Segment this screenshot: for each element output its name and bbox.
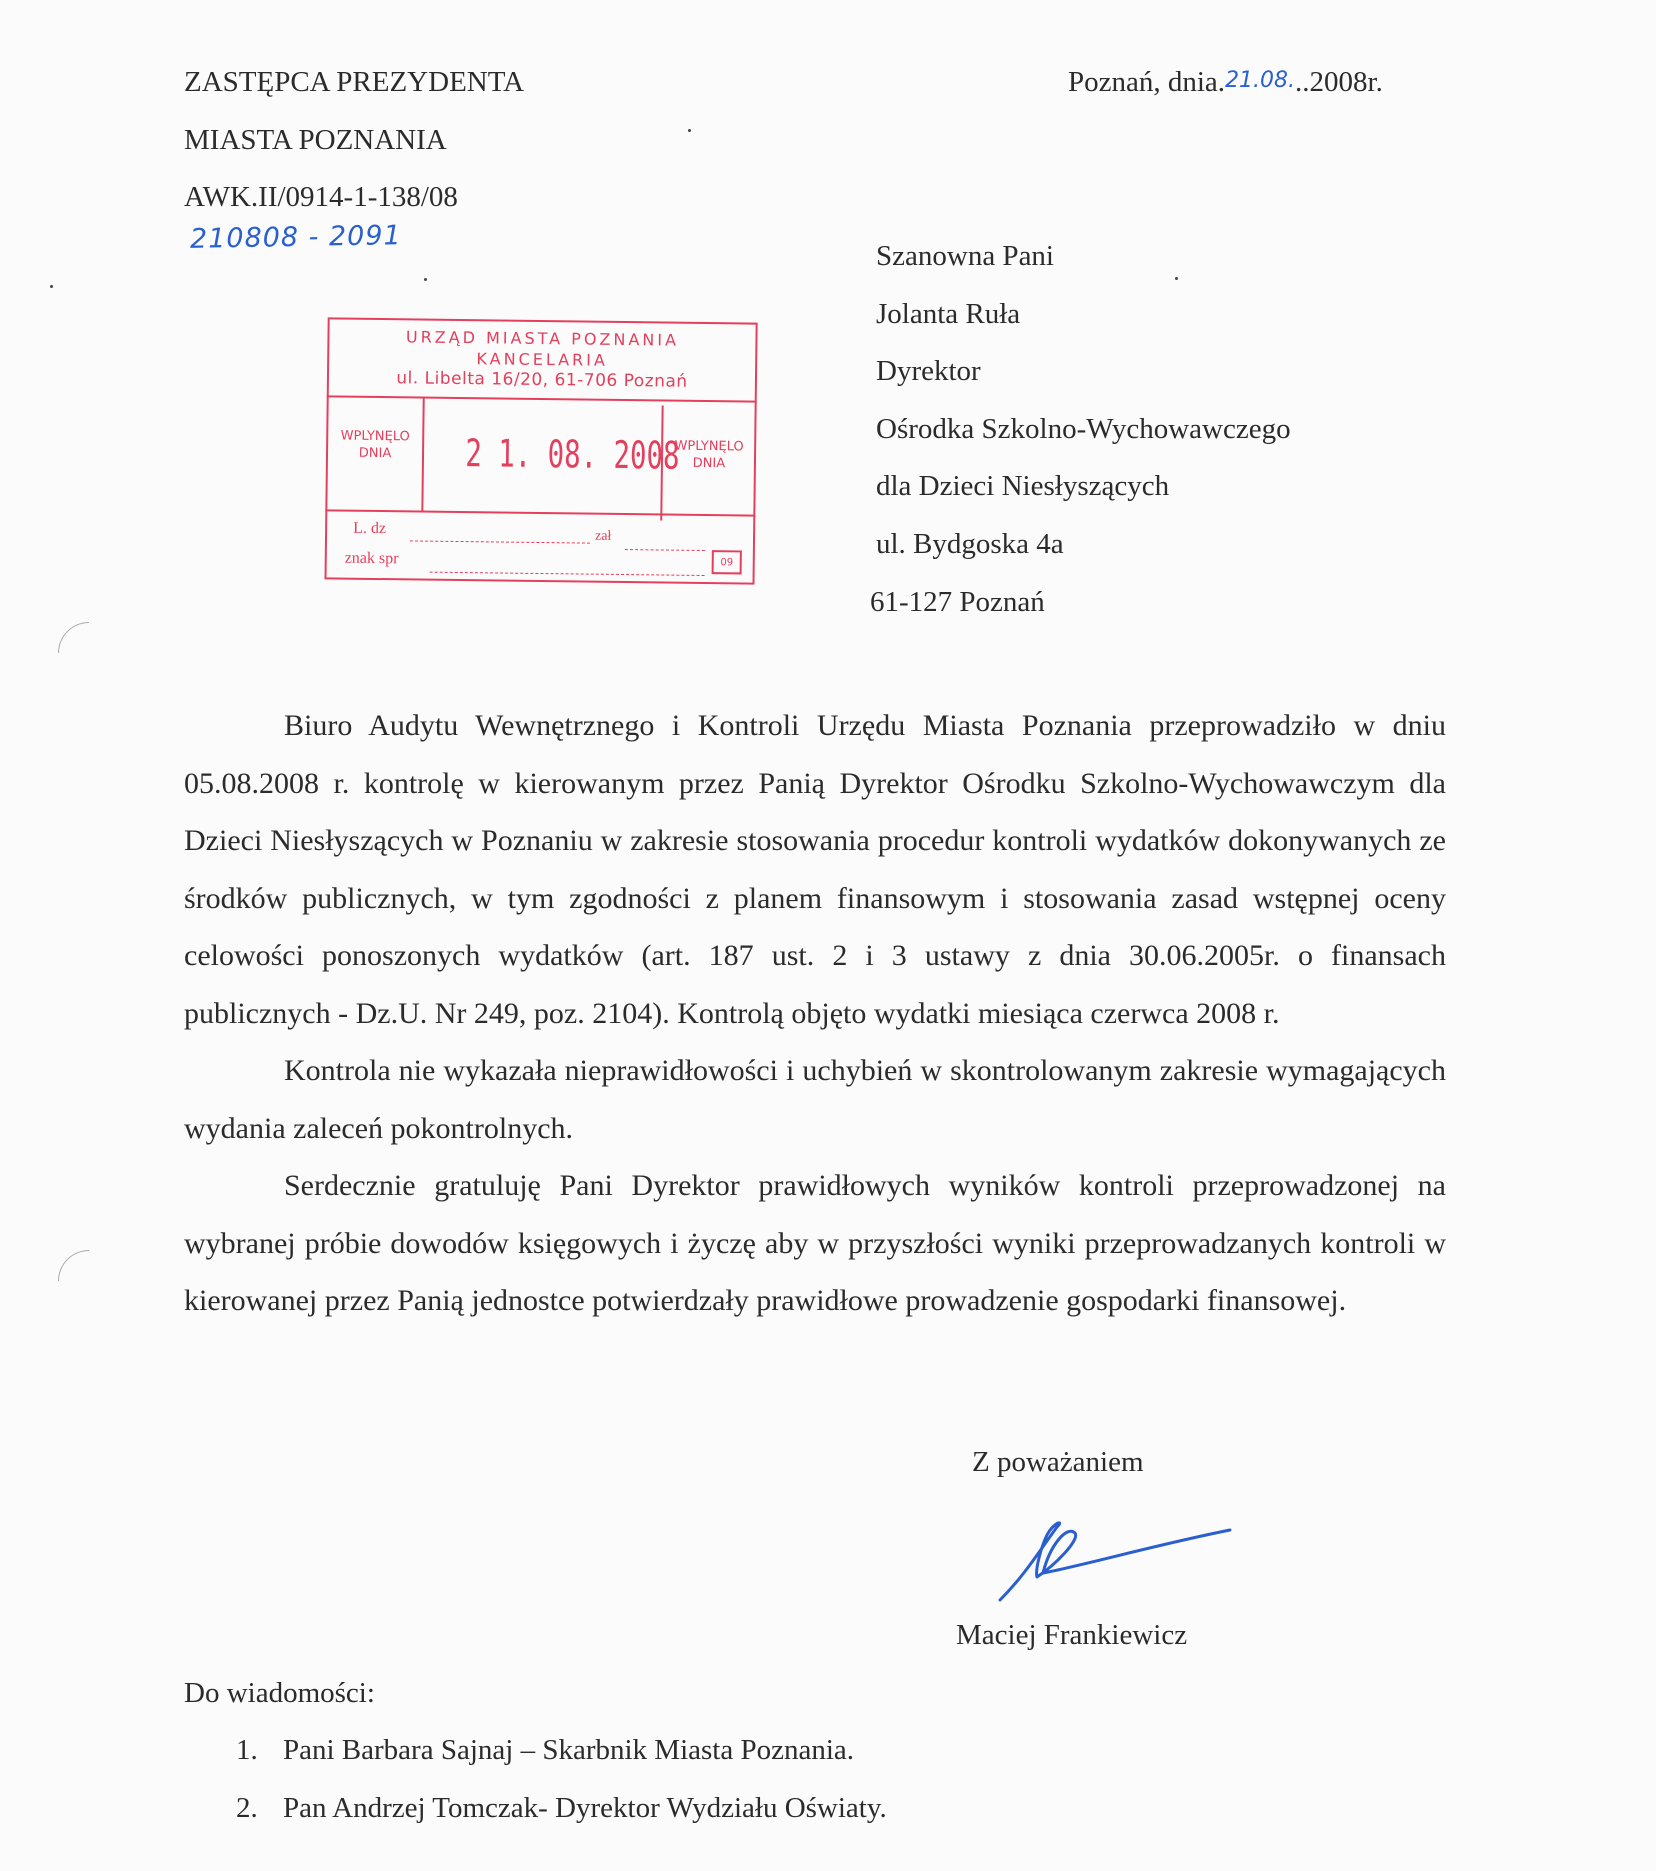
recipient-institution: Ośrodka Szkolno-Wychowawczego — [876, 412, 1291, 445]
sender-header — [184, 64, 524, 237]
cc-item-text: Pan Andrzej Tomczak- Dyrektor Wydziału Oświaty. — [283, 1791, 887, 1824]
scan-speck — [424, 278, 427, 281]
stamp-right-label — [664, 438, 754, 473]
closing-salutation: Z poważaniem — [972, 1446, 1144, 1478]
scan-speck — [688, 129, 691, 132]
stamp-field-l-dz: L. dz — [353, 519, 387, 538]
scan-speck — [50, 285, 53, 288]
recipient-role: Dyrektor — [876, 355, 981, 388]
stamp-code-box: 09 — [712, 550, 742, 574]
date-line — [1068, 64, 1383, 103]
date-suffix: 2008r. — [1309, 66, 1383, 98]
stamp-office: URZĄD MIASTA POZNANIA — [405, 327, 680, 350]
handwritten-date: 21.08. — [1225, 68, 1296, 93]
recipient-address — [870, 238, 1291, 641]
handwritten-registry-note: 210808 - 2091 — [189, 220, 402, 255]
stamp-address: ul. Libelta 16/20, 61-706 Poznań — [396, 368, 688, 392]
cc-label: Do wiadomości: — [184, 1677, 375, 1709]
scan-fold-mark — [58, 1250, 89, 1281]
body-paragraph: Serdecznie gratuluję Pani Dyrektor prawidłowych wyników kontroli przeprowadzonej na wybranej próbie dowodów księgowych i życzę aby w przyszłości wyniki przeprowadzanych kontroli w kierowanej przez Panią jednostce potwierdzały prawidłowe prowadzenie gospodarki finansowej. — [184, 1169, 1446, 1317]
reference-number: AWK.II/0914-1-138/08 — [184, 181, 458, 213]
stamp-left-label-line: DNIA — [358, 445, 392, 462]
recipient-institution-2: dla Dzieci Niesłyszących — [876, 470, 1170, 503]
date-prefix: Poznań, dnia. — [1068, 66, 1226, 98]
signer-name: Maciej Frankiewicz — [956, 1619, 1188, 1651]
cc-item-text: Pani Barbara Sajnaj – Skarbnik Miasta Poznania. — [283, 1734, 855, 1766]
cc-item-number: 1. — [236, 1734, 258, 1766]
sender-title: ZASTĘPCA PREZYDENTA — [184, 66, 525, 98]
recipient-salutation: Szanowna Pani — [876, 240, 1054, 272]
scan-fold-mark — [58, 622, 89, 653]
stamp-right-label-line: WPLYNĘLO — [674, 438, 744, 455]
cc-item-number: 2. — [236, 1791, 258, 1824]
recipient-name: Jolanta Ruła — [876, 297, 1021, 330]
stamp-left-label — [330, 427, 420, 462]
stamp-left-label-line: WPLYNĘLO — [340, 428, 410, 445]
recipient-postcode-city: 61-127 Poznań — [870, 585, 1045, 618]
stamp-field-znak: znak spr — [344, 549, 399, 568]
recipient-street: ul. Bydgoska 4a — [876, 527, 1064, 560]
stamp-header — [327, 325, 758, 393]
body-paragraph: Biuro Audytu Wewnętrznego i Kontroli Urzędu Miasta Poznania przeprowadziło w dniu 05.08.2008 r. kontrolę w kierowanym przez Panią Dyrektor Ośrodku Szkolno-Wychowawczym dla Dzieci Niesłyszących w Poznaniu w zakresie stosowania procedur kontroli wydatków dokonywanych ze środków publicznych, w tym zgodności z planem finansowym i stosowania zasad wstępnej oceny celowości ponoszonych wydatków (art. 187 ust. 2 i 3 ustawy z dnia 30.06.2005r. o finansach publicznych - Dz.U. Nr 249, poz. 2104). Kontrolą objęto wydatki miesiąca czerwca 2008 r. — [184, 709, 1446, 1030]
sender-city: MIASTA POZNANIA — [184, 123, 447, 156]
received-stamp — [324, 317, 757, 598]
scan-speck — [1175, 277, 1178, 280]
stamp-date: 2 1. 08. 2008 — [465, 431, 680, 478]
stamp-field-zal: zał — [594, 528, 612, 544]
date-dots: .. — [1295, 66, 1310, 98]
stamp-right-label-line: DNIA — [692, 455, 726, 472]
signature-icon — [995, 1515, 1235, 1615]
body-paragraph: Kontrola nie wykazała nieprawidłowości i uchybień w skontrolowanym zakresie wymagających wydania zaleceń pokontrolnych. — [184, 1054, 1446, 1145]
letter-body — [184, 697, 1446, 1330]
stamp-department: KANCELARIA — [476, 349, 609, 370]
